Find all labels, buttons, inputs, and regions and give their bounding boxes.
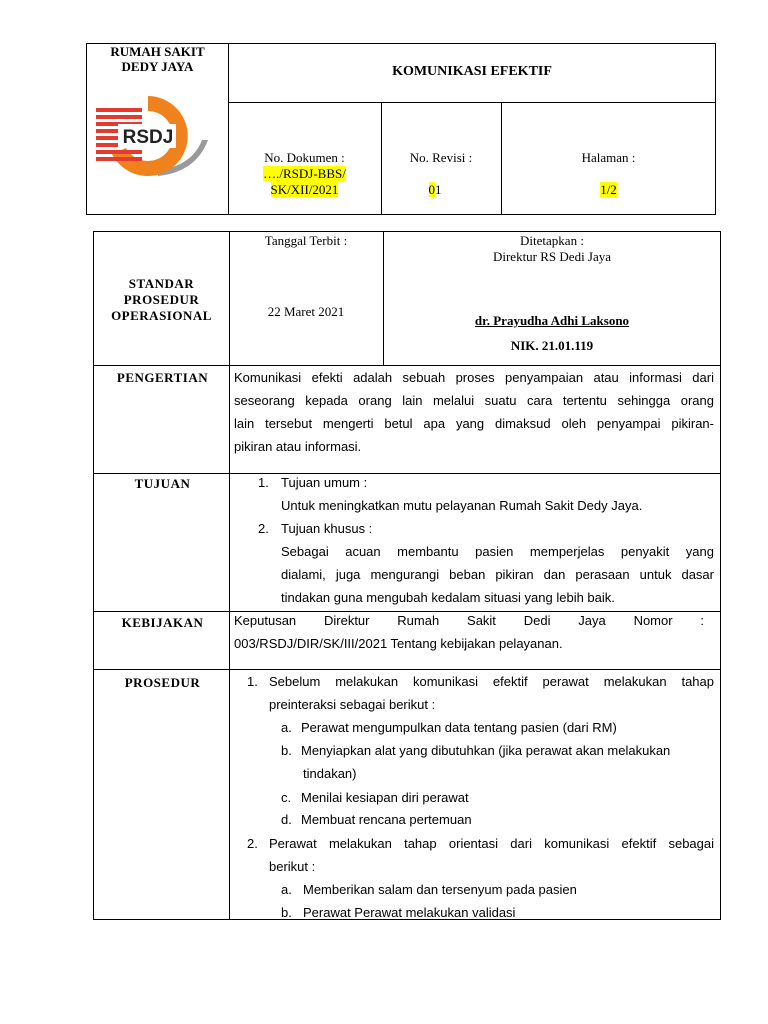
tujuan-item-title: Tujuan umum : <box>281 475 368 490</box>
approved-by: Direktur RS Dedi Jaya <box>492 249 612 264</box>
prosedur-step-text <box>269 670 714 716</box>
tujuan-item-number: 1. <box>258 475 269 490</box>
section-label-kebijakan: KEBIJAKAN <box>121 615 204 630</box>
section-label-tujuan: TUJUAN <box>134 476 191 491</box>
prosedur-substep-letter: d. <box>281 812 292 827</box>
director-nik: NIK. 21.01.119 <box>510 338 594 353</box>
header-divider <box>228 102 716 103</box>
doc-number-value: SK/XII/2021 <box>270 182 339 197</box>
prosedur-substep-letter: a. <box>281 720 292 735</box>
revision-cell <box>381 150 501 198</box>
prosedur-substep-text: Menyiapkan alat yang dibutuhkan (jika perawat akan melakukan <box>301 743 671 758</box>
prosedur-substep-letter: b. <box>281 743 292 758</box>
tujuan-item-number: 2. <box>258 521 269 536</box>
text-line: Komunikasi efekti adalah sebuah proses penyampaian atau informasi dari <box>234 370 714 385</box>
logo-red-stripe <box>96 115 142 119</box>
prosedur-substep-text: Perawat Perawat melakukan validasi <box>303 905 516 920</box>
prosedur-substep-text: Perawat mengumpulkan data tentang pasien (dari RM) <box>301 720 617 735</box>
logo-red-stripe <box>96 157 142 161</box>
section-label-pengertian: PENGERTIAN <box>116 370 209 385</box>
text-line: Perawat melakukan tahap orientasi dari komunikasi efektif sebagai <box>269 836 714 851</box>
sop-label: STANDAR PROSEDUR OPERASIONAL <box>111 276 212 323</box>
page-label: Halaman : <box>581 150 636 165</box>
doc-number-label: No. Dokumen : <box>264 150 345 165</box>
text-line: tindakan guna mengubah kedalam situasi yang lebih baik. <box>281 590 615 605</box>
text-line: Keputusan Direktur Rumah Sakit Dedi Jaya Nomor : <box>234 613 704 628</box>
page-cell <box>501 150 716 198</box>
director-name: dr. Prayudha Adhi Laksono <box>474 313 630 328</box>
table-divider <box>229 231 230 920</box>
revision-value: 1 <box>435 182 442 197</box>
tujuan-item-text: Untuk meningkatkan mutu pelayanan Rumah Sakit Dedy Jaya. <box>281 498 643 513</box>
text-line: lain tersebut mengerti betul apa yang dimaksud oleh penyampai pikiran- <box>234 416 714 431</box>
tujuan-item-text <box>281 540 714 609</box>
prosedur-step-number: 1. <box>247 674 258 689</box>
approved-label: Ditetapkan : <box>520 233 584 248</box>
text-line: preinteraksi sebagai berikut : <box>269 697 436 712</box>
logo-red-stripe <box>96 150 142 154</box>
logo-text: RSDJ <box>122 127 174 148</box>
prosedur-substep-letter: b. <box>281 905 292 920</box>
pengertian-text <box>234 366 714 458</box>
prosedur-substep-text: Memberikan salam dan tersenyum pada pasien <box>303 882 577 897</box>
prosedur-substep-text: Membuat rencana pertemuan <box>301 812 472 827</box>
text-line: 003/RSDJ/DIR/SK/III/2021 Tentang kebijakan pelayanan. <box>234 636 563 651</box>
revision-value-highlight: 0 <box>428 182 435 197</box>
text-line: berikut : <box>269 859 316 874</box>
text-line: pikiran atau informasi. <box>234 439 362 454</box>
doc-number-value: …./RSDJ-BBS/ <box>263 166 346 181</box>
section-label-prosedur: PROSEDUR <box>124 675 201 690</box>
prosedur-substep-letter: a. <box>281 882 292 897</box>
tujuan-item-title: Tujuan khusus : <box>281 521 373 536</box>
prosedur-substep-text: Menilai kesiapan diri perawat <box>301 790 469 805</box>
revision-label: No. Revisi : <box>409 150 473 165</box>
doc-number-cell <box>228 150 381 198</box>
table-divider <box>93 473 721 474</box>
text-line: Sebagai acuan membantu pasien memperjelas penyakit yang <box>281 544 714 559</box>
prosedur-substep-text: tindakan) <box>303 766 357 781</box>
hospital-name: RUMAH SAKIT DEDY JAYA <box>110 44 205 74</box>
page-value: 1/2 <box>600 182 617 197</box>
prosedur-step-text <box>269 832 714 878</box>
hospital-logo <box>92 90 214 182</box>
issued-date: 22 Maret 2021 <box>267 304 345 319</box>
logo-red-stripe <box>96 108 142 112</box>
prosedur-substep-letter: c. <box>281 790 292 805</box>
text-line: Sebelum melakukan komunikasi efektif perawat melakukan tahap <box>269 674 714 689</box>
prosedur-step-number: 2. <box>247 836 258 851</box>
text-line: dialami, juga mengurangi beban pikiran dan perasaan untuk dasar <box>281 567 714 582</box>
text-line: seseorang kepada orang lain melalui suatu cara tertentu sehingga orang <box>234 393 714 408</box>
document-title: KOMUNIKASI EFEKTIF <box>392 64 552 79</box>
issued-label: Tanggal Terbit : <box>264 233 348 248</box>
kebijakan-text <box>234 609 704 655</box>
